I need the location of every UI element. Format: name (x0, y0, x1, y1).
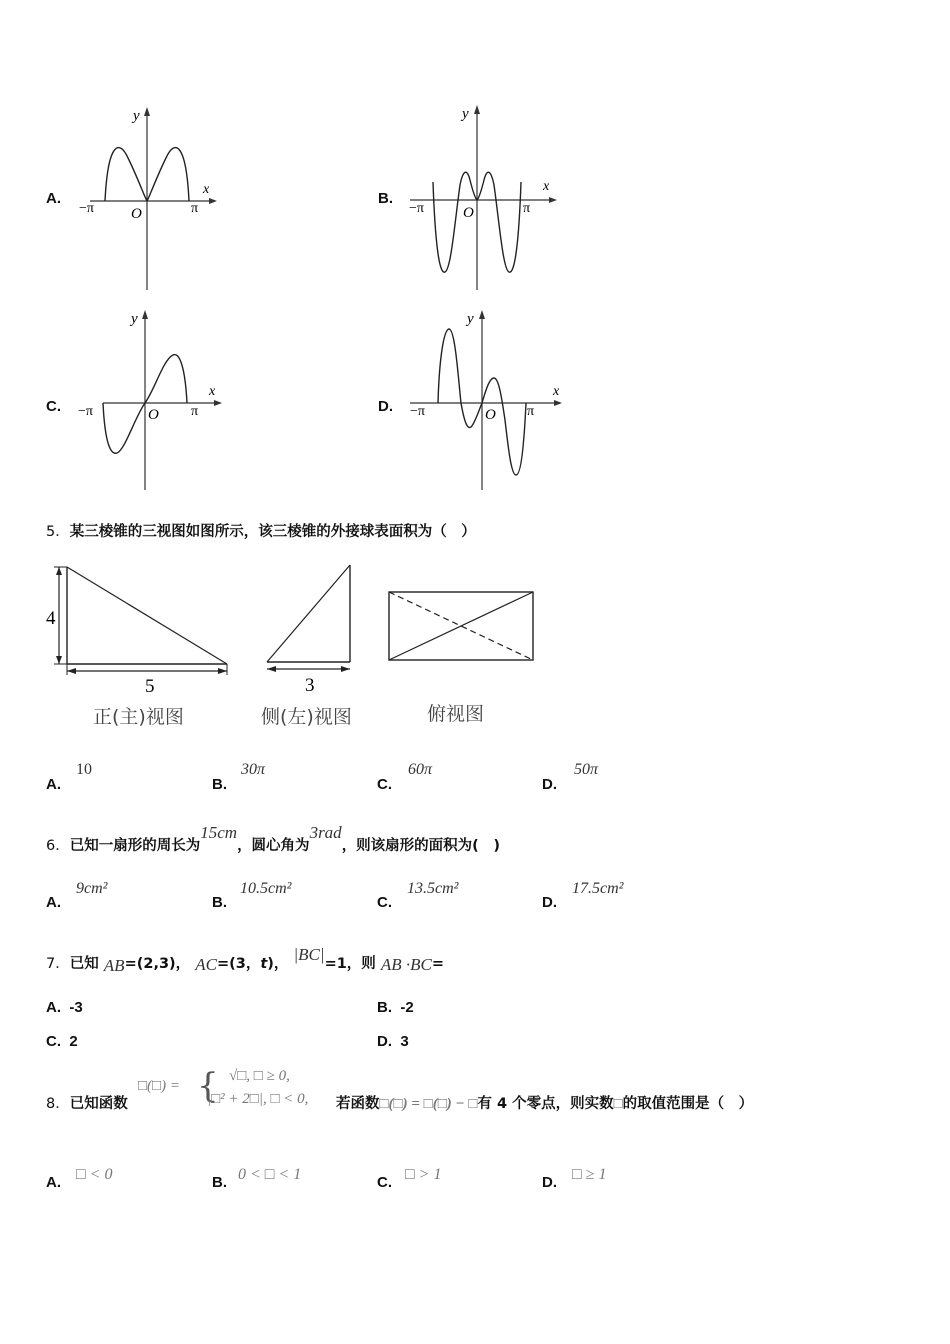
front-view-caption: 正(主)视图 (93, 706, 184, 728)
q7-option-b[interactable]: B. -2 (377, 999, 414, 1016)
x-label: x (209, 384, 216, 399)
q5-option-b-value[interactable]: 30π (241, 761, 266, 778)
q6-option-c-label[interactable]: C. (377, 894, 392, 911)
question-6 (46, 823, 500, 855)
q7-option-d[interactable]: D. 3 (377, 1033, 409, 1050)
dot-product: AB ·BC (380, 955, 432, 974)
question-text: 某三棱锥的三视图如图所示，该三棱锥的外接球表面积为（ ） (69, 524, 476, 540)
q5-option-a-label[interactable]: A. (46, 776, 61, 793)
q6-option-d-value[interactable]: 17.5cm² (572, 880, 624, 897)
q6-option-c-value[interactable]: 13.5cm² (407, 880, 459, 897)
question-text-pre: 已知一扇形的周长为 (69, 838, 201, 854)
vector-ab: AB (103, 956, 125, 975)
function-f-def: □(□) = (138, 1078, 180, 1094)
q5-option-b-label[interactable]: B. (212, 776, 227, 793)
q7-option-c[interactable]: C. 2 (46, 1033, 78, 1050)
question-number: 7． (46, 956, 70, 972)
q5-option-c-label[interactable]: C. (377, 776, 392, 793)
height-dim: 4 (46, 608, 56, 629)
variable: □ (613, 1096, 623, 1112)
origin-label: O (463, 205, 474, 221)
vector-bc-magnitude: |BC| (293, 945, 325, 964)
side-view (267, 565, 350, 696)
q6-option-b-value[interactable]: 10.5cm² (240, 880, 292, 897)
option-d-label[interactable]: D. (378, 398, 393, 415)
side-view-caption: 侧(左)视图 (261, 706, 352, 728)
y-arrow (142, 310, 148, 319)
neg-pi-label: −π (79, 201, 94, 216)
x-label: x (553, 384, 560, 399)
option-c-label[interactable]: C. (46, 398, 61, 415)
piecewise-brace: { (197, 1066, 219, 1106)
q8-option-a-value[interactable]: □ < 0 (76, 1166, 113, 1183)
question-text-post: ，则该扇形的面积为( ) (341, 838, 500, 854)
top-view (389, 592, 533, 660)
question-7: 7．已知 AB=(2,3)， AC=(3，t)， |BC|=1，则 AB ·BC= (46, 945, 445, 975)
graph-a (75, 100, 225, 295)
graph-b (405, 100, 565, 295)
x-arrow (549, 197, 557, 203)
x-arrow (214, 400, 222, 406)
vector-ac: AC (195, 955, 217, 974)
question-8-line: 8．已知函数 (46, 1096, 128, 1112)
pi-label: π (527, 404, 535, 419)
y-arrow (479, 310, 485, 319)
origin-label: O (131, 206, 142, 222)
y-arrow (144, 107, 150, 116)
angle-value: 3rad (309, 823, 342, 842)
neg-pi-label: −π (78, 404, 93, 419)
q7-option-a[interactable]: A. -3 (46, 999, 83, 1016)
question-number: 5． (46, 524, 70, 540)
y-label: y (462, 106, 469, 122)
q5-option-c-value[interactable]: 60π (408, 761, 433, 778)
q6-option-d-label[interactable]: D. (542, 894, 557, 911)
neg-pi-label: −π (410, 404, 425, 419)
x-label: x (543, 179, 550, 194)
q5-option-d-value[interactable]: 50π (574, 761, 599, 778)
q8-option-d-value[interactable]: □ ≥ 1 (572, 1166, 607, 1183)
q5-option-a-value[interactable]: 10 (76, 761, 92, 778)
depth-dim: 3 (305, 675, 315, 696)
piecewise-case-1: √□, □ ≥ 0, (229, 1068, 290, 1084)
q8-option-b-value[interactable]: 0 < □ < 1 (238, 1166, 302, 1183)
y-label: y (467, 311, 474, 327)
x-label: x (203, 182, 210, 197)
pi-label: π (191, 201, 199, 216)
y-arrow (474, 105, 480, 114)
y-label: y (133, 108, 140, 124)
top-view-caption: 俯视图 (427, 703, 485, 725)
pi-label: π (191, 404, 199, 419)
width-dim: 5 (145, 676, 155, 697)
q8-option-b-label[interactable]: B. (212, 1174, 227, 1191)
question-8-rest: 若函数□(□) = □(□) − □有 4 个零点，则实数□的取值范围是（ ） (336, 1096, 754, 1112)
question-text-mid: ，圆心角为 (237, 838, 310, 854)
q5-option-d-label[interactable]: D. (542, 776, 557, 793)
q8-option-c-label[interactable]: C. (377, 1174, 392, 1191)
question-number: 6． (46, 838, 70, 854)
graph-d (405, 305, 570, 495)
x-arrow (554, 400, 562, 406)
q8-option-c-value[interactable]: □ > 1 (405, 1166, 442, 1183)
front-view (46, 567, 227, 697)
function-g-def: □(□) = □(□) − □ (379, 1096, 478, 1112)
graph-c (75, 305, 230, 495)
perimeter-value: 15cm (200, 823, 238, 842)
question-5 (46, 520, 476, 541)
question-number: 8． (46, 1096, 70, 1112)
piecewise-case-2: |□² + 2□|, □ < 0, (207, 1091, 309, 1107)
pi-label: π (523, 201, 531, 216)
neg-pi-label: −π (409, 201, 424, 216)
option-a-label[interactable]: A. (46, 190, 61, 207)
option-b-label[interactable]: B. (378, 190, 393, 207)
x-arrow (209, 198, 217, 204)
q6-option-a-value[interactable]: 9cm² (76, 880, 108, 897)
origin-label: O (148, 407, 159, 423)
q8-option-a-label[interactable]: A. (46, 1174, 61, 1191)
y-label: y (131, 311, 138, 327)
q6-option-a-label[interactable]: A. (46, 894, 61, 911)
origin-label: O (485, 407, 496, 423)
q6-option-b-label[interactable]: B. (212, 894, 227, 911)
q8-option-d-label[interactable]: D. (542, 1174, 557, 1191)
